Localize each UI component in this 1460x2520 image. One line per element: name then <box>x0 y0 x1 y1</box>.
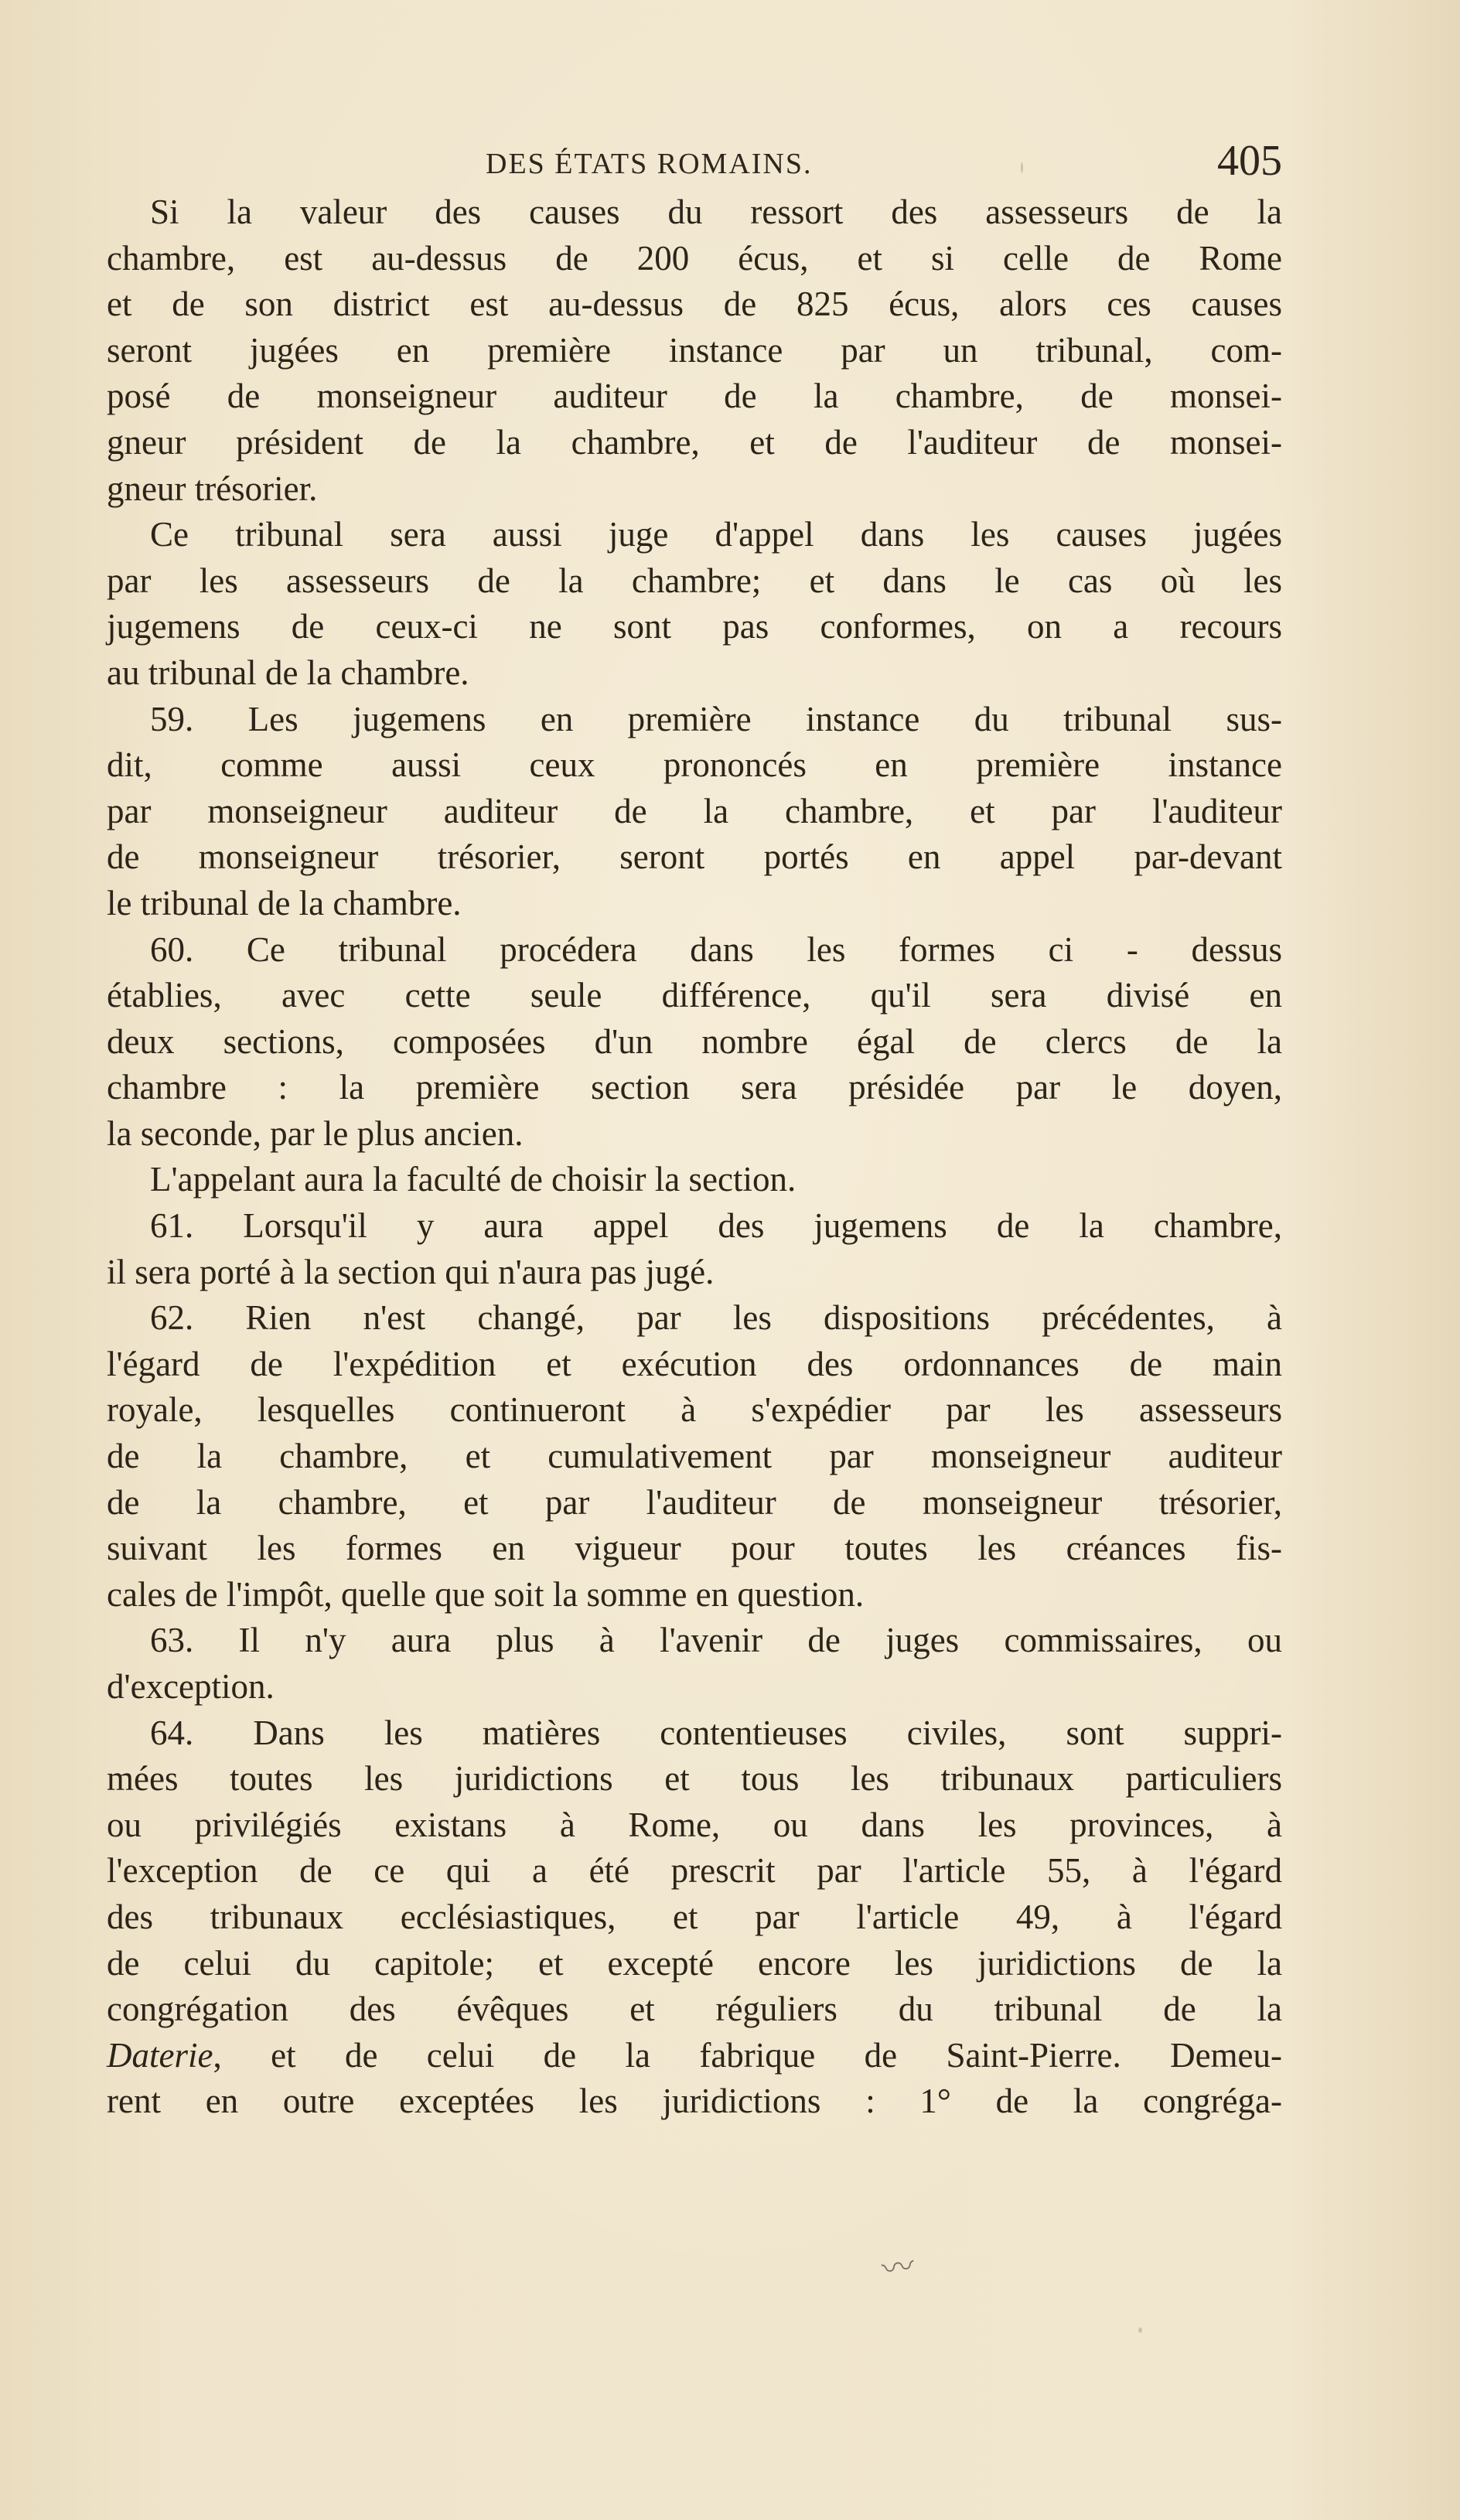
text-line: gneur président de la chambre, et de l'auditeur de monsei- <box>107 422 1282 462</box>
page-number: 405 <box>1217 137 1282 185</box>
text-line: gneur trésorier. <box>107 469 318 508</box>
text-line: par monseigneur auditeur de la chambre, et par l'auditeur <box>107 791 1282 830</box>
text-line: par les assesseurs de la chambre; et dans le cas où les <box>107 561 1282 600</box>
text-line: d'exception. <box>107 1667 275 1706</box>
text-line: 63. Il n'y aura plus à l'avenir de juges commissaires, ou <box>150 1621 1282 1660</box>
text-line: des tribunaux ecclésiastiques, et par l'article 49, à l'égard <box>107 1897 1282 1936</box>
text-line: suivant les formes en vigueur pour toutes les créances fis- <box>107 1529 1282 1568</box>
page-header <box>107 139 1282 193</box>
text-line: le tribunal de la chambre. <box>107 883 462 922</box>
text-line: l'exception de ce qui a été prescrit par l'article 55, à l'égard <box>107 1851 1282 1891</box>
text-line: ou privilégiés existans à Rome, ou dans les provinces, à <box>107 1805 1282 1844</box>
text-line: cales de l'impôt, quelle que soit la somme en question. <box>107 1574 865 1614</box>
text-line: l'égard de l'expédition et exécution des ordonnances de main <box>107 1344 1282 1383</box>
text-line: royale, lesquelles continueront à s'expédier par les assesseurs <box>107 1390 1282 1430</box>
text-line: dit, comme aussi ceux prononcés en première instance <box>107 745 1282 785</box>
text-line: de monseigneur trésorier, seront portés en appel par-devant <box>107 837 1282 877</box>
paper-spot <box>1138 2327 1142 2333</box>
text-line: de la chambre, et cumulativement par monseigneur auditeur <box>107 1437 1282 1476</box>
text-line: seront jugées en première instance par un tribunal, com- <box>107 330 1282 370</box>
text-line: L'appelant aura la faculté de choisir la section. <box>150 1160 797 1199</box>
text-line: Ce tribunal sera aussi juge d'appel dans les causes jugées <box>150 515 1282 554</box>
text-line: chambre, est au-dessus de 200 écus, et si celle de Rome <box>107 238 1282 278</box>
text-line: mées toutes les juridictions et tous les tribunaux particuliers <box>107 1759 1282 1799</box>
text-line: au tribunal de la chambre. <box>107 653 469 692</box>
body-text <box>107 189 1282 2125</box>
text-line: 62. Rien n'est changé, par les dispositions précédentes, à <box>150 1298 1282 1338</box>
text-line: de la chambre, et par l'auditeur de monseigneur trésorier, <box>107 1482 1282 1522</box>
text-line: et de son district est au-dessus de 825 écus, alors ces causes <box>107 285 1282 324</box>
running-head: DES ÉTATS ROMAINS. <box>486 148 813 180</box>
text-line: établies, avec cette seule différence, qu'il sera divisé en <box>107 976 1282 1015</box>
text-line: Daterie, et de celui de la fabrique de Saint-Pierre. Demeu- <box>107 2035 1282 2075</box>
text-line: il sera porté à la section qui n'aura pas jugé. <box>107 1252 715 1291</box>
text-line: 61. Lorsqu'il y aura appel des jugemens de la chambre, <box>150 1206 1282 1246</box>
text-line: jugemens de ceux-ci ne sont pas conformes, on a recours <box>107 607 1282 646</box>
flourish-ornament-icon: 〰 <box>879 2246 917 2289</box>
text-line: chambre : la première section sera présidée par le doyen, <box>107 1068 1282 1107</box>
text-line: Si la valeur des causes du ressort des assesseurs de la <box>150 193 1282 231</box>
text-line: posé de monseigneur auditeur de la chambre, de monsei- <box>107 377 1282 416</box>
text-line: de celui du capitole; et excepté encore les juridictions de la <box>107 1943 1282 1983</box>
text-line: congrégation des évêques et réguliers du tribunal de la <box>107 1990 1282 2029</box>
text-line: 60. Ce tribunal procédera dans les formes ci - dessus <box>150 929 1282 969</box>
text-line: la seconde, par le plus ancien. <box>107 1113 524 1153</box>
text-line: 59. Les jugemens en première instance du tribunal sus- <box>150 699 1282 738</box>
text-line: deux sections, composées d'un nombre égal de clercs de la <box>107 1021 1282 1061</box>
text-line: 64. Dans les matières contentieuses civiles, sont suppri- <box>150 1713 1282 1752</box>
text-line: rent en outre exceptées les juridictions : 1° de la congréga- <box>107 2082 1282 2121</box>
